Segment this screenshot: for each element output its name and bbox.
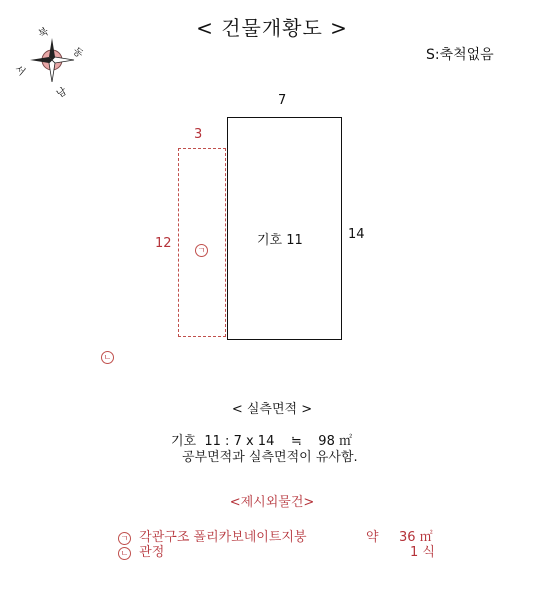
compass-south-label: 남	[54, 86, 69, 101]
excluded-item-qty: 1 식	[410, 545, 435, 560]
excluded-item-qty: 36 ㎡	[399, 530, 433, 545]
page-title: < 건물개황도 >	[196, 16, 348, 40]
compass-rose	[12, 24, 88, 101]
excluded-items-heading: <제시외물건>	[229, 495, 315, 510]
main-height-label: 14	[348, 227, 365, 242]
measured-area-formula: 기호 11 : 7 x 14 ≒ 98 ㎡	[171, 434, 352, 449]
excluded-item-desc: 관정	[139, 545, 165, 560]
site-marker	[101, 345, 114, 364]
marker-giyeok: ㄱ	[195, 244, 208, 257]
marker-nieun: ㄴ	[118, 547, 131, 560]
compass-west-label: 서	[12, 63, 27, 79]
marker-giyeok: ㄱ	[118, 532, 131, 545]
marker-nieun: ㄴ	[101, 351, 114, 364]
measured-area-heading: < 실측면적 >	[231, 402, 313, 417]
excluded-item-row-2	[118, 541, 164, 560]
annex-height-label: 12	[155, 236, 172, 251]
main-building-label: 기호 11	[257, 233, 303, 248]
excluded-item-desc: 각관구조 폴리카보네이트지붕	[139, 530, 307, 545]
annex-marker	[195, 238, 208, 257]
main-width-label: 7	[278, 93, 287, 108]
excluded-item-qty-label: 약	[366, 530, 379, 545]
scale-note: S:축척없음	[426, 47, 494, 63]
compass-east-label: 동	[70, 45, 85, 61]
annex-width-label: 3	[194, 127, 203, 142]
compass-north-label: 북	[36, 26, 51, 41]
measured-area-note: 공부면적과 실측면적이 유사함.	[182, 450, 358, 465]
